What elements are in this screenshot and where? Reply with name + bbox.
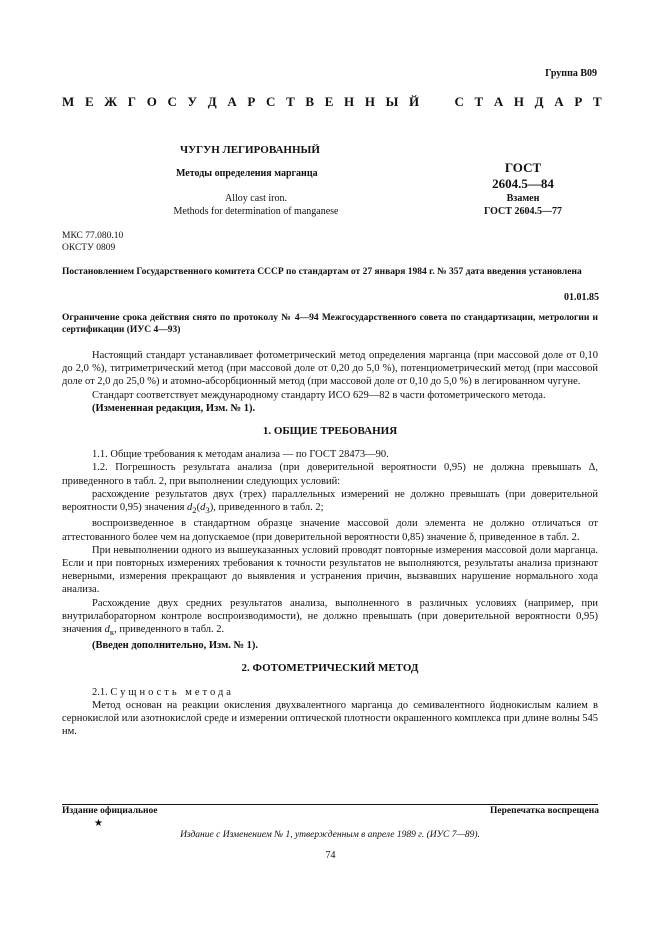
banner-letter: Д xyxy=(207,94,217,109)
gost-label: ГОСТ xyxy=(504,160,542,175)
paragraph: При невыполнении одного из вышеуказанных условий проводят повторные измерения массовой доли марганца. Если и при повторных измерениях требования к точности результатов не выполняются, результаты анализа признают неверными, измерения прекращают до выявления и устранения причин, вызвавших нарушение нормального хода анализа. xyxy=(62,544,598,596)
amendment-note: (Измененная редакция, Изм. № 1). xyxy=(92,402,256,414)
mks-code: МКС 77.080.10 xyxy=(62,231,124,241)
banner-letter: С xyxy=(167,94,177,109)
banner-letter: Д xyxy=(534,94,544,109)
banner-letter: Н xyxy=(513,94,525,109)
banner-letter: Ы xyxy=(385,94,399,109)
banner-letter: Р xyxy=(247,94,256,109)
paragraph-text: , приведенного в табл. 2. xyxy=(114,623,225,635)
replaces-label: Взамен xyxy=(506,193,540,204)
banner-letter: О xyxy=(146,94,157,109)
banner-letter: В xyxy=(305,94,315,109)
okstu-code: ОКСТУ 0809 xyxy=(62,243,116,253)
formula-subscript: 2 xyxy=(192,505,197,516)
page-number: 74 xyxy=(325,850,336,861)
formula: d xyxy=(187,502,193,514)
english-title-line: Alloy cast iron. xyxy=(225,193,287,204)
paragraph xyxy=(62,686,598,699)
banner-letter: Е xyxy=(84,94,94,109)
paragraph-text: расхождение результатов двух (трех) параллельных измерений не должно превышать (при доверительной вероятности 0,95) значения xyxy=(62,488,598,514)
formula-subscript: к xyxy=(109,627,115,638)
document-title: ЧУГУН ЛЕГИРОВАННЫЙ xyxy=(180,144,320,156)
banner-letter: А xyxy=(554,94,564,109)
gost-block xyxy=(458,160,588,218)
official-edition-label: Издание официальное xyxy=(62,806,158,816)
document-body xyxy=(62,349,598,738)
banner-letter: С xyxy=(266,94,276,109)
clause-number: 2.1. xyxy=(92,686,108,698)
banner-letter: Т xyxy=(286,94,295,109)
banner-space xyxy=(430,94,444,110)
paragraph: Настоящий стандарт устанавливает фотометрический метод определения марганца (при массовой доле от 0,10 до 2,0 %), титриметрический метод (при массовой доле от 0,20 до 5,0 %), потенциометрический метод (при массовой доле от 2,0 до 25,0 %) и атомно-абсорбционный метод (при массовой доле от 0,10 до 5,0 %) в легированном чугуне. xyxy=(62,350,598,388)
decree-text: Постановлением Государственного комитета СССР по стандартам от 27 января 1984 г. № 357 дата введения установлена xyxy=(62,267,582,277)
paragraph: Метод основан на реакции окисления двухвалентного марганца до семивалентного йоднокислым калием в сернокислой или азотнокислой среде и измерении оптической плотности окрашенного комплекса при длине волны 545 нм. xyxy=(62,699,598,738)
banner-letter: Г xyxy=(127,94,137,109)
amendment-note: (Введен дополнительно, Изм. № 1). xyxy=(92,640,259,652)
banner-letter: А xyxy=(493,94,504,109)
paragraph: 1.2. Погрешность результата анализа (при доверительной вероятности 0,95) не должна превышать Δ, приведенного в табл. 2, при выполнении следующих условий: xyxy=(62,462,598,487)
paragraph: Стандарт соответствует международному стандарту ИСО 629—82 в части фотометрического метода. xyxy=(92,389,546,401)
star-icon: ★ xyxy=(94,818,103,829)
section-heading: 1. ОБЩИЕ ТРЕБОВАНИЯ xyxy=(262,425,398,438)
footer-divider xyxy=(62,804,598,805)
banner-letter: У xyxy=(187,94,198,109)
formula: d xyxy=(200,502,206,514)
paragraph: расхождение результатов двух (трех) параллельных измерений не должно превышать (при доверительной вероятности 0,95) значения $d_2(d_3)$, приведенного в табл. 2; xyxy=(62,488,598,516)
banner-letter: С xyxy=(454,94,464,109)
paragraph: 1.1. Общие требования к методам анализа — по ГОСТ 28473—90. xyxy=(92,449,389,461)
standard-banner xyxy=(62,94,602,110)
paragraph-text: , приведенного в табл. 2; xyxy=(213,502,324,514)
paragraph xyxy=(62,597,598,640)
banner-letter: А xyxy=(227,94,237,109)
formula: d xyxy=(104,623,110,635)
banner-letter: Й xyxy=(409,94,420,109)
formula-subscript: 3 xyxy=(205,505,210,516)
paragraph-text: Расхождение двух средних результатов анализа, выполненного в различных условиях (например, при внутрилабораторном контроле воспроизводимости), не должно превышать (при доверительной вероятности 0,95) значения xyxy=(62,597,598,635)
document-subtitle: Методы определения марганца xyxy=(176,168,318,179)
banner-letter: Т xyxy=(592,94,602,109)
introduction-date: 01.01.85 xyxy=(564,292,599,303)
section-heading: 2. ФОТОМЕТРИЧЕСКИЙ МЕТОД xyxy=(241,662,419,675)
replaces-standard: ГОСТ 2604.5—77 xyxy=(484,206,562,217)
group-code: Группа В09 xyxy=(545,68,597,79)
banner-letter: Ж xyxy=(104,94,118,109)
reprint-prohibited-label: Перепечатка воспрещена xyxy=(489,806,599,816)
banner-letter: М xyxy=(62,94,75,109)
banner-letter: Н xyxy=(364,94,375,109)
banner-letter: Р xyxy=(574,94,583,109)
gost-number: 2604.5—84 xyxy=(492,176,554,191)
clause-label: Сущность метода xyxy=(110,686,234,698)
english-title xyxy=(150,192,362,218)
edition-note: Издание с Изменением № 1, утвержденным в апреле 1989 г. (ИУС 7—89). xyxy=(180,830,480,840)
classification-codes xyxy=(62,230,123,254)
banner-letter: Н xyxy=(344,94,355,109)
paragraph: воспроизведенное в стандартном образце значение массовой доли элемента не должно отличаться от аттестованного более чем на допускаемое (при доверительной вероятности 0,85) значение δ, приведенное в табл. 2. xyxy=(62,518,598,543)
banner-letter: Т xyxy=(474,94,484,109)
validity-limit-text: Ограничение срока действия снято по протоколу № 4—94 Межгосударственного совета по стандартизации, метрологии и сертификации (ИУС 4—93) xyxy=(62,313,598,335)
english-title-line: Methods for determination of manganese xyxy=(173,206,339,217)
banner-letter: Е xyxy=(324,94,334,109)
